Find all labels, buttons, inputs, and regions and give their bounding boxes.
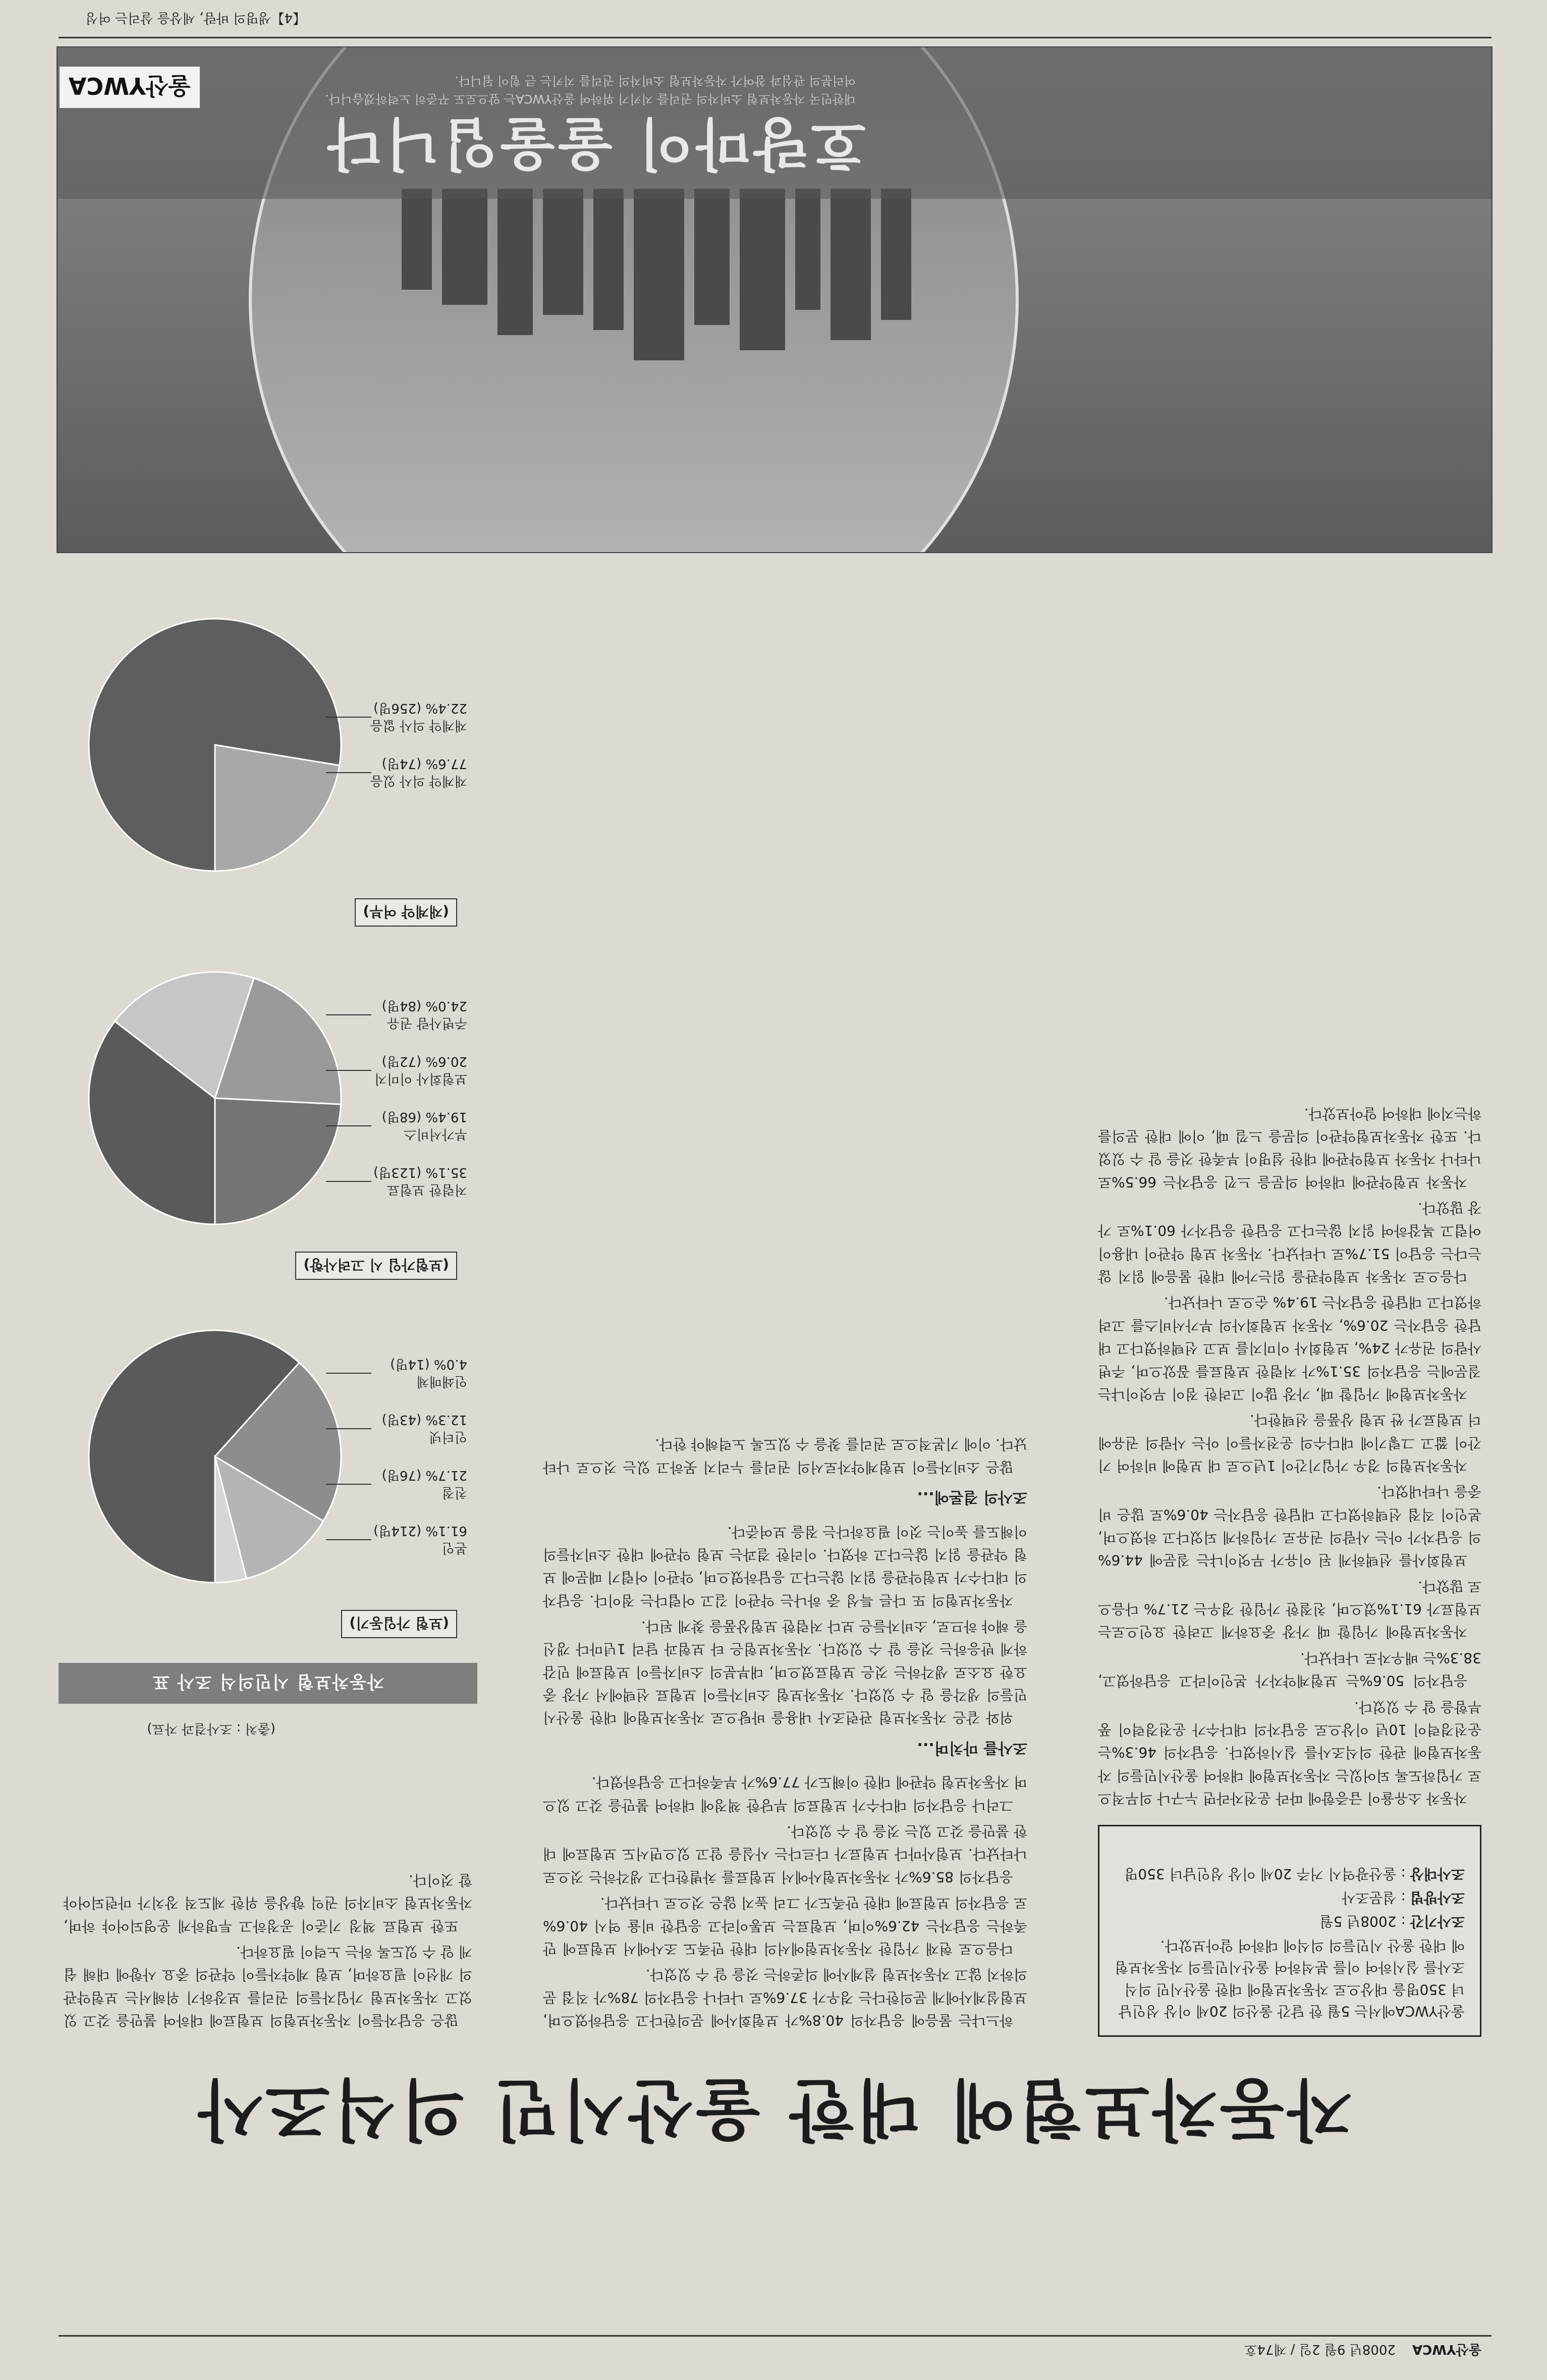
- pie-label-category: 본인: [441, 1540, 467, 1555]
- pie-slice-4: [215, 1098, 341, 1224]
- pie-label-value: 24.0% (84명): [381, 998, 467, 1013]
- pie-label-value: 19.4% (68명): [381, 1109, 467, 1124]
- chart-2-title: (보험가입 시 고려사항): [295, 1252, 457, 1280]
- chart-1: [59, 1295, 477, 1618]
- chart-3-title: (재계약 여부): [355, 898, 457, 927]
- survey-info-box: [1098, 1825, 1481, 2037]
- hero-banner: [57, 46, 1493, 553]
- article-column-2: 하느냐는 물음에 응답자의 40.8%가 보험회사에 문의한다고 응답하였으며, 보험설계사에게 문의한다는 경우가 37.6%로 나타나 응답자의 78%가 직접 문의하지 않고 자동차보험 설계사에 의존하는 것을 알 수 있었다. 다음으로 현재 가입한 자동차보험에서의 대한 만족도 조사에서 보험료에 만족하는 응답자는 42.6%이며, 보험료는 보통이라고 응답한 비율 역시 40.6%로 응답자의 보험료에 대한 만족도가 그리 높지 않은 것으로 나타났다. 응답자의 85.6%가 자동차보험사에서 보험료를 차별한다고 생각하는 것으로 나타났다. 보험사마다 보험료가 다르다는 사실을 알고 있으면서도 보험료에 대한 불만을 갖고 있는 것을 알 수 있었다. 그러나 응답자의 대다수가 보험료의 부당한 책정에 대하여 불만을 갖고 있으며 자동차보험 약관에 대한 이해도가 77.6%가 부족하다고 응답하였다. 조사를 마치며... 위와 같은 자동차보험 관련조사 내용을 바탕으로 자동차보험에 대한 울산시민들의 생각을 알 수 있었다. 자동차보험 소비자들이 보험료 선택에서 가장 중요한 요소로 생각하는 것은 보험료였으며, 대부분의 소비자들이 보험료에 민감하게 반응하는 것을 알 수 있었다. 자동차보험은 타 보험과 달리 1년마다 갱신을 해야 하므로, 소비자들은 보다 저렴한 보험상품을 찾게 된다. 자동차보험의 또 다른 특성 중 하나는 약관이 길고 어렵다는 점이다. 응답자의 대다수가 보험약관을 읽지 않는다고 응답하였으며, 약관이 어렵기 때문에 보험 약관을 읽지 않는다고 하였다. 이러한 결과는 보험 약관에 대한 소비자들의 이해도를 높이는 것이 필요하다는 점을 보여준다. 조사의 결론에... 많은 소비자들이 보험계약자로서의 권리를 누리지 못하고 있는 것으로 나타났다. 이에 기본적으로 권리를 찾을 수 있도록 노력해야 한다.: [543, 1436, 1027, 2029]
- hero-title: 호랑마이 울울입니다: [324, 111, 866, 177]
- page-label: 【4】생명의 바람, 세상을 살리는 여성: [85, 10, 306, 25]
- pie-label-category: 부가서비스: [404, 1126, 467, 1142]
- pie-label-category: 재계약 의사 있음: [370, 773, 467, 788]
- pie-slice-2: [215, 745, 340, 871]
- article-title: 자동차보험에 대한 울산시민 의식조사: [195, 2070, 1352, 2148]
- chart-1-title: (보험 가입동기): [341, 1610, 457, 1638]
- issue-date: 2008년 9월 2일 / 제74호: [1244, 2342, 1396, 2357]
- pie-label-value: 21.7% (76명): [381, 1468, 467, 1483]
- pie-label-category: 재계약 의사 없음: [370, 718, 467, 733]
- section-heading-closing: 조사를 마치며...: [917, 1739, 1027, 1757]
- article-column-1: 자동차 소유율이 급증함에 따라 운전자라면 누구나 의무적으로 가입하도록 되어있는 자동차보험에 대하여 울산시민들의 자동차보험에 관한 의식조사를 실시하였다. 응답자의 46.3%는 운전경력이 10년 이상으로 응답자의 대다수가 운전경력이 풍부함을 알 수 있었다. 응답자의 50.6%는 보험계약자가 본인이라고 응답하였고, 38.3%는 배우자로 나타났다. 자동차보험에 가입할 때 가장 중요하게 고려한 요인으로는 보험료가 61.1%였으며, 친절한 가입한 경우는 21.7% 다음으로 많았다. 보험회사를 선택하게 된 이유가 무엇이냐는 질문에 44.6%의 응답자가 아는 사람의 권유로 가입하게 되었다고 하였으며, 본인이 직접 선택하였다고 대답한 응답자는 40.6%로 많은 비중을 나타내었다. 자동차보험의 경우 가입기간이 1년으로 대 보험에 비하여 기간이 짧고 그렇기에 대다수의 운전자들이 아는 사람의 권유에 더 보험료가 싼 보험 상품을 선택한다. 자동차보험에 가입할 때, 가장 많이 고려한 점이 무엇이냐는 질문에는 응답자의 35.1%가 저렴한 보험료를 꼽았으며, 주변사람의 권유가 24%, 보험회사 이미지를 보고 선택하였다고 대답한 응답자는 20.6%, 자동차 보험회사의 부가서비스를 고려하였다고 대답한 응답자는 19.4% 순으로 나타났다. 다음으로 자동차 보험약관을 읽는가에 대한 물음에 읽지 않는다는 응답이 51.7%로 나타났다. 자동차 보험 약관이 내용이 어렵고 복잡하여 읽지 않는다고 응답한 응답자가 60.1%로 가장 많았다. 자동차 보험약관에 대하여 의문을 느낀 응답자는 66.5%로 나타나 자동차 보험약관에 대한 설명이 부족한 것을 알 수 있었다. 또한 자동차보험약관이 의문을 느낄 때, 이에 대한 문의를 하는지에 대하여 알아보았다.: [1098, 1105, 1481, 1807]
- pie-label-value: 4.0% (14명): [390, 1357, 467, 1372]
- survey-period: 조사기간 : 2008년 5월: [1319, 1913, 1465, 1930]
- survey-target: 조사대상 : 울산광역시 거주 20세 이상 성인남녀 350명: [1124, 1865, 1465, 1882]
- pie-label-value: 20.6% (72명): [381, 1054, 467, 1069]
- section-heading-conclusion: 조사의 결론에...: [917, 1488, 1027, 1506]
- article-column-3: 많은 응답자들이 자동차보험의 보험료에 대하여 불만을 갖고 있었고 자동차보험 가입자들의 권리를 보장하기 위해서는 보험약관의 개선이 필요하며, 보험 계약자들이 약관의 중요 사항에 대해 쉽게 알 수 있도록 하는 노력이 필요하다. 또한 보험료 책정 기준이 공정하고 투명하게 운영되어야 하며, 자동차보험 소비자의 권익 향상을 위한 제도적 장치가 마련되어야 할 것이다.: [64, 1871, 472, 2029]
- pie-label-value: 12.3% (43명): [381, 1412, 467, 1427]
- pie-label-category: 주변사람 권유: [387, 1015, 467, 1031]
- ywca-logo: 울산YWCA: [60, 67, 200, 108]
- pie-label-value: 61.1% (214명): [373, 1523, 467, 1538]
- pie-chart-2: [59, 937, 477, 1260]
- pie-label-category: 저렴한 보험료: [387, 1182, 467, 1197]
- pie-chart-3: [59, 583, 477, 906]
- chart-panel-title: 자동차보험 시민의식 조사 표: [59, 1663, 477, 1704]
- pie-label-value: 77.6% (74명): [381, 756, 467, 771]
- footer-rule: [59, 37, 1491, 38]
- pie-label-value: 22.4% (256명): [373, 700, 467, 716]
- pie-label-value: 35.1% (123명): [373, 1165, 467, 1180]
- survey-method: 조사방법 : 설문조사: [1342, 1889, 1465, 1907]
- survey-intro: 울산YWCA에서는 5월 한 달간 울산의 20세 이상 성인남녀 350명을 대상으로 자동차보험에 대한 울산시민 의식조사를 실시하여 이를 분석하여 울산시민들의 자동차보험에 대한 울산 시민들의 의식에 대하여 알아보았다.: [1115, 1937, 1465, 2020]
- header-rule: [59, 2335, 1491, 2337]
- pie-chart-1: [59, 1295, 477, 1618]
- pie-label-category: 친절: [441, 1485, 467, 1500]
- pie-label-category: 인터넷: [429, 1429, 467, 1444]
- masthead: 울산YWCA: [1412, 2342, 1481, 2357]
- chart-3: [59, 583, 477, 906]
- hero-subtitle: 대한민국 자동차보험 소비자의 권리를 지키기 위하여 울산YWCA는 앞으로도 꾸준히 노력하겠습니다. 여러분의 관심과 참여가 자동차보험 소비자의 권리를 지키는 큰 힘이 됩니다.: [324, 74, 856, 106]
- pie-label-category: 인쇄매체: [416, 1374, 467, 1389]
- chart-2: [59, 937, 477, 1260]
- pie-label-category: 보험회사 이미지: [374, 1071, 467, 1086]
- source-note: (출처 : 조사결과 자료): [147, 1721, 275, 1736]
